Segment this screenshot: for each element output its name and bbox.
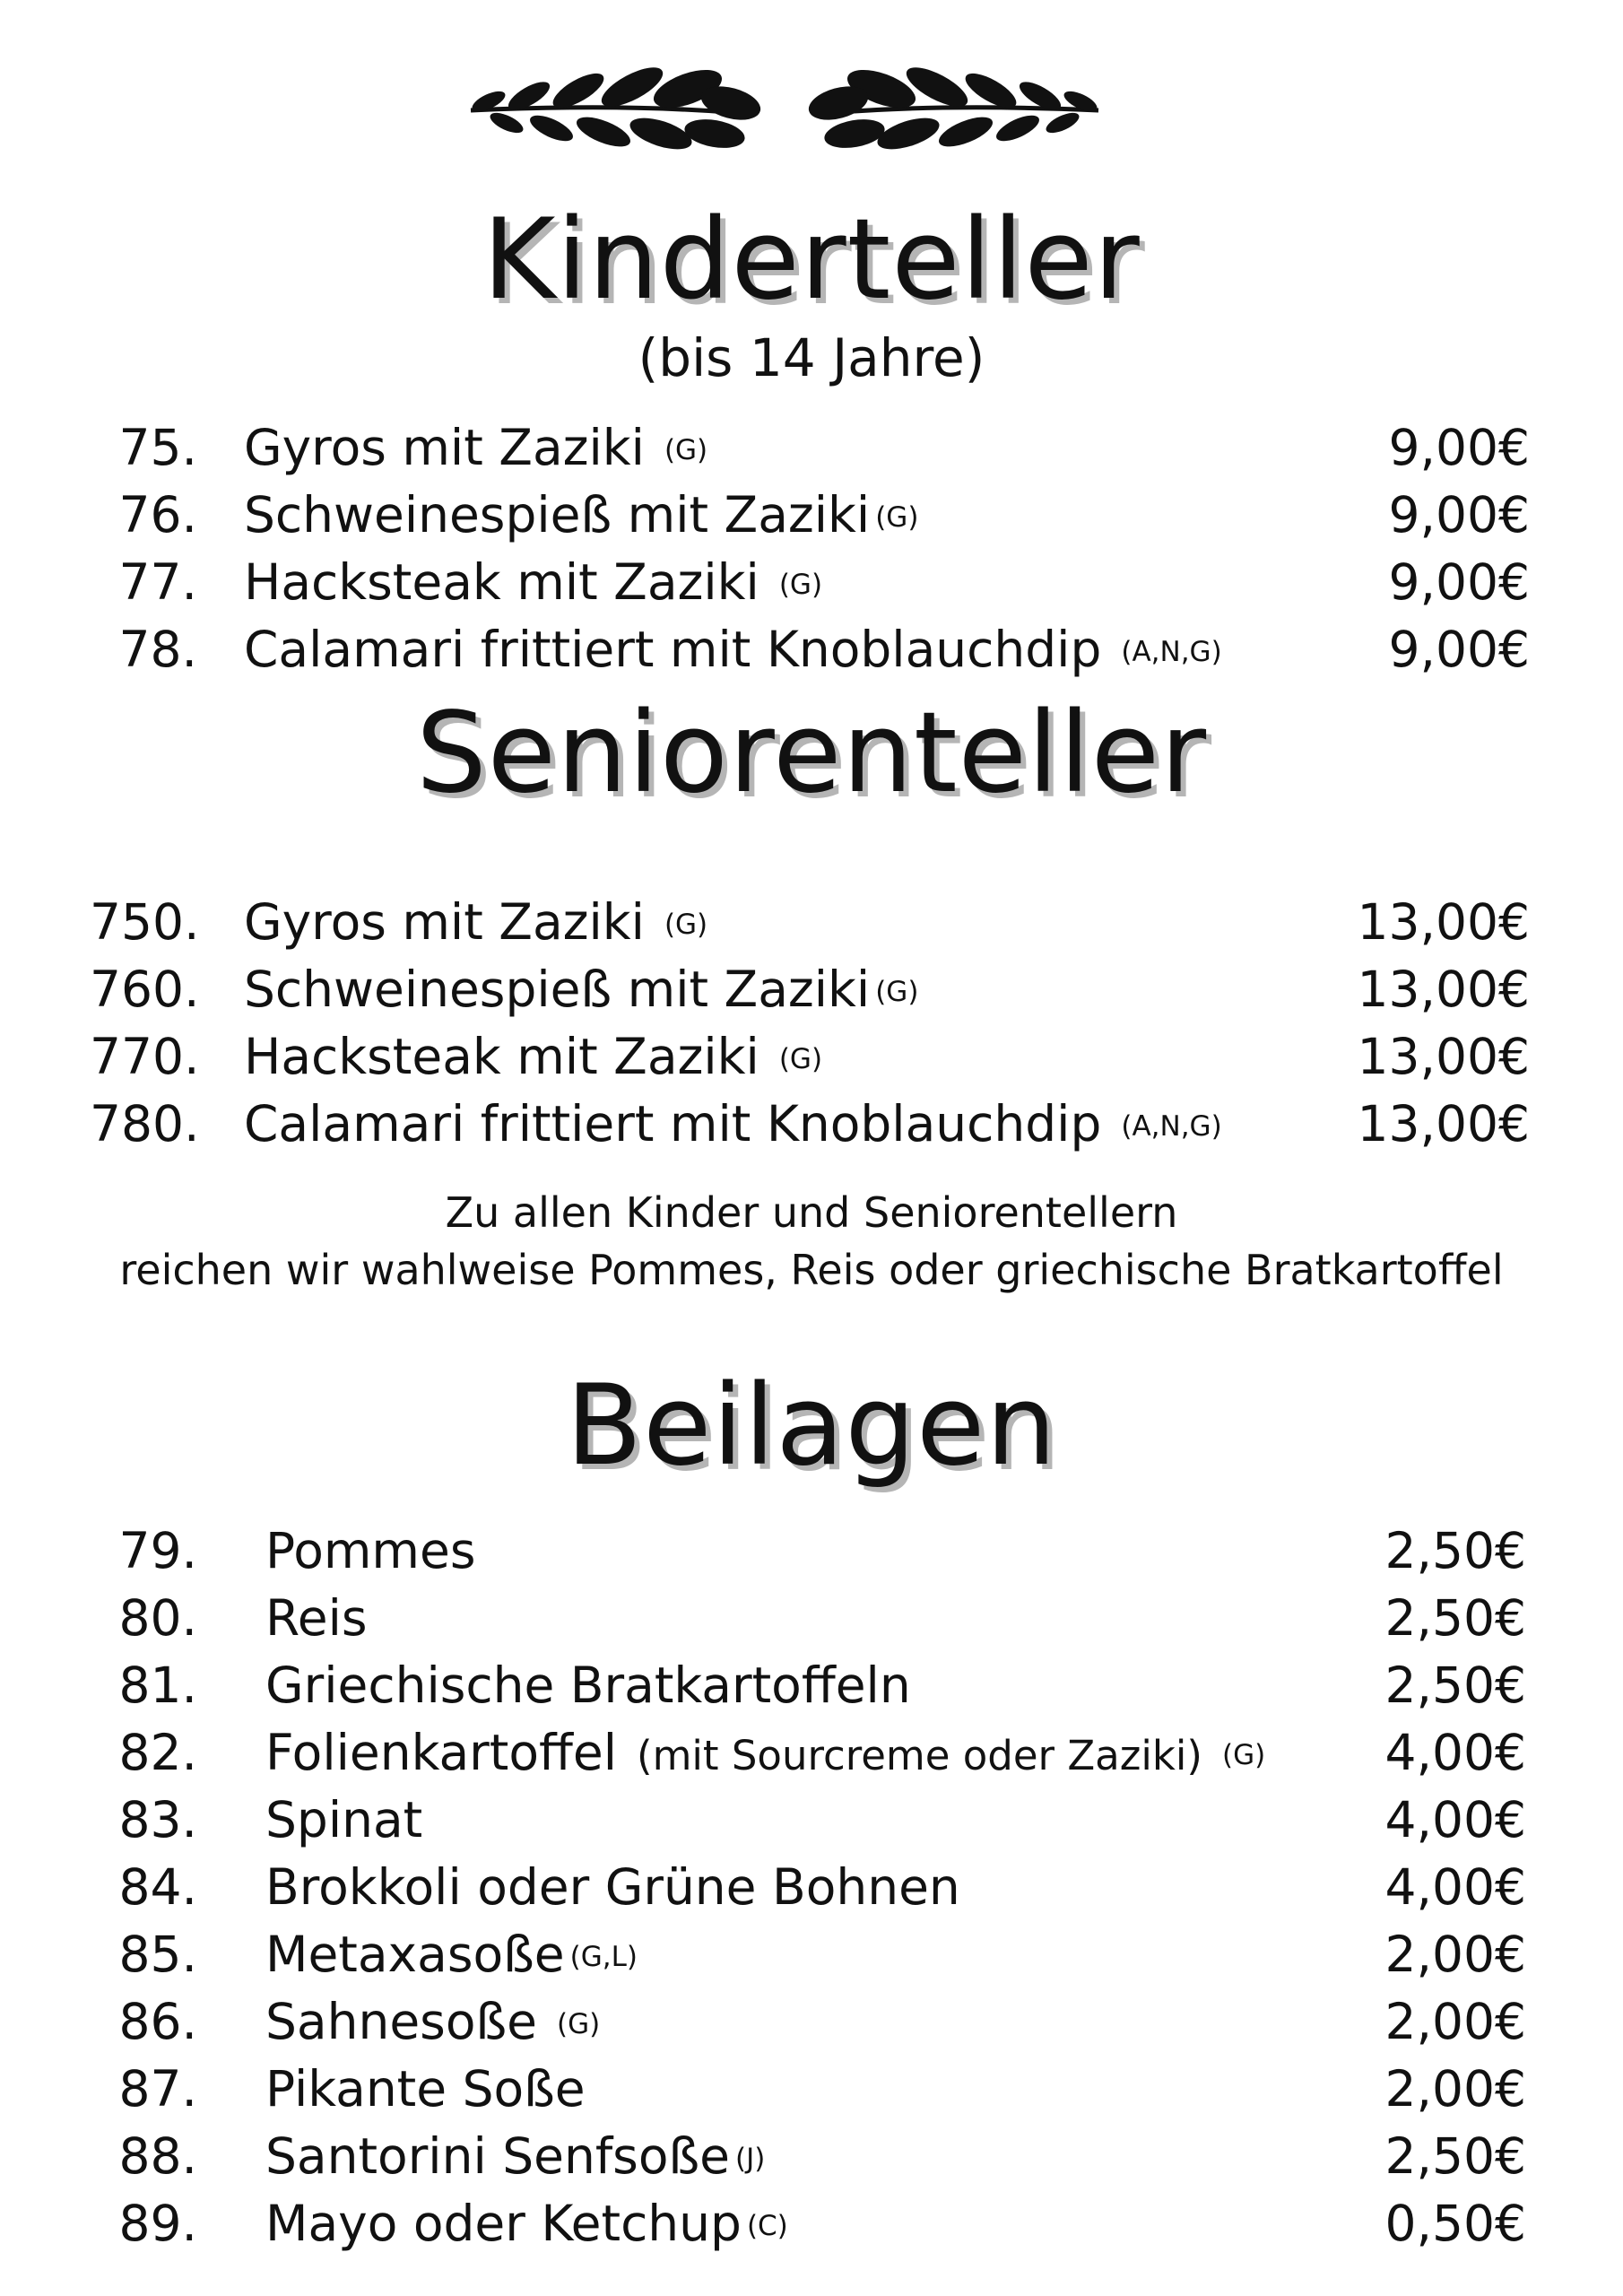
note-line-2: reichen wir wahlweise Pommes, Reis oder griechische Bratkartoffel (119, 1246, 1504, 1294)
item-name: Pikante Soße (265, 2060, 586, 2118)
item-allergens: (G) (1221, 1739, 1266, 1771)
laurel-branches-icon (453, 67, 1116, 166)
item-name: Gyros mit Zaziki (244, 893, 645, 951)
section-title-beilagen: Beilagen (566, 1361, 1057, 1491)
section-title-seniorenteller: Seniorenteller (415, 689, 1208, 818)
menu-item (0, 1587, 1623, 1649)
item-price: 9,00€ (1388, 486, 1530, 544)
item-number: 770. (90, 1028, 200, 1085)
item-allergens: (G,L) (569, 1941, 638, 1973)
item-name-wrap (244, 958, 918, 1023)
item-name-wrap (244, 618, 1222, 683)
item-name: Sahnesoße (265, 1993, 537, 2050)
item-name-wrap (265, 1923, 638, 1988)
menu-item (0, 2125, 1623, 2187)
section-title-kinderteller: Kinderteller (482, 196, 1141, 325)
item-name-wrap (265, 2192, 788, 2257)
item-number: 87. (118, 2060, 197, 2118)
menu-item (0, 416, 1623, 479)
section-subtitle-age-limit: (bis 14 Jahre) (638, 327, 985, 388)
item-number: 75. (118, 419, 197, 476)
item-name-wrap (244, 1092, 1222, 1158)
item-price: 9,00€ (1388, 621, 1530, 678)
item-number: 86. (118, 1993, 197, 2050)
menu-item (0, 958, 1623, 1021)
item-price: 13,00€ (1357, 893, 1530, 951)
item-allergens: (G) (778, 569, 823, 601)
item-price: 9,00€ (1388, 419, 1530, 476)
item-price: 13,00€ (1357, 961, 1530, 1018)
menu-item (0, 891, 1623, 953)
menu-item (0, 1519, 1623, 1582)
item-number: 80. (118, 1589, 197, 1647)
item-name: Schweinespieß mit Zaziki (244, 961, 871, 1018)
item-name-wrap (244, 416, 707, 482)
menu-item (0, 1654, 1623, 1717)
item-name: Schweinespieß mit Zaziki (244, 486, 871, 544)
item-name-wrap (265, 2125, 765, 2190)
item-price: 4,00€ (1384, 1791, 1526, 1848)
item-name: Spinat (265, 1791, 423, 1848)
note-line-1: Zu allen Kinder und Seniorentellern (445, 1188, 1178, 1237)
item-name-wrap (244, 891, 707, 956)
item-price: 9,00€ (1388, 553, 1530, 611)
item-name-wrap (244, 483, 918, 549)
item-number: 85. (118, 1926, 197, 1983)
item-price: 2,50€ (1384, 1522, 1526, 1579)
item-number: 79. (118, 1522, 197, 1579)
item-price: 0,50€ (1384, 2195, 1526, 2252)
item-allergens: (G) (778, 1043, 823, 1075)
item-name: Hacksteak mit Zaziki (244, 1028, 759, 1085)
item-price: 2,00€ (1384, 1993, 1526, 2050)
item-name-wrap (265, 1990, 600, 2056)
menu-item (0, 483, 1623, 546)
menu-item (0, 1092, 1623, 1155)
item-name-wrap (244, 551, 822, 616)
item-number: 83. (118, 1791, 197, 1848)
menu-item (0, 1721, 1623, 1784)
item-price: 2,00€ (1384, 1926, 1526, 1983)
item-number: 78. (118, 621, 197, 678)
item-name: Calamari frittiert mit Knoblauchdip (244, 621, 1102, 678)
item-allergens: (J) (734, 2143, 766, 2175)
item-allergens: (G) (664, 434, 708, 466)
item-number: 88. (118, 2127, 197, 2185)
item-name-wrap (244, 1025, 822, 1091)
item-allergens: (G) (664, 909, 708, 941)
item-number: 84. (118, 1858, 197, 1916)
item-price: 13,00€ (1357, 1095, 1530, 1152)
item-price: 2,50€ (1384, 2127, 1526, 2185)
item-allergens: (C) (746, 2210, 788, 2242)
item-allergens: (G) (875, 501, 919, 534)
item-allergens: (A,N,G) (1121, 636, 1222, 668)
item-price: 4,00€ (1384, 1858, 1526, 1916)
item-name-wrap (265, 1721, 1265, 1787)
item-name: Calamari frittiert mit Knoblauchdip (244, 1095, 1102, 1152)
menu-item (0, 1990, 1623, 2053)
item-price: 2,50€ (1384, 1657, 1526, 1714)
item-number: 89. (118, 2195, 197, 2252)
menu-item (0, 2057, 1623, 2120)
menu-item (0, 1856, 1623, 1918)
item-name: Hacksteak mit Zaziki (244, 553, 759, 611)
menu-item (0, 1025, 1623, 1088)
item-allergens: (G) (875, 976, 919, 1008)
item-price: 13,00€ (1357, 1028, 1530, 1085)
item-name: Gyros mit Zaziki (244, 419, 645, 476)
menu-item (0, 1923, 1623, 1986)
item-name: Brokkoli oder Grüne Bohnen (265, 1858, 960, 1916)
item-price: 4,00€ (1384, 1724, 1526, 1781)
item-number: 750. (90, 893, 200, 951)
item-name: Mayo oder Ketchup (265, 2195, 742, 2252)
menu-item (0, 2192, 1623, 2255)
item-name: Metaxasoße (265, 1926, 565, 1983)
menu-item (0, 618, 1623, 681)
item-name: Folienkartoffel (265, 1724, 618, 1781)
item-number: 780. (90, 1095, 200, 1152)
item-name: Griechische Bratkartoffeln (265, 1657, 911, 1714)
item-price: 2,00€ (1384, 2060, 1526, 2118)
side-dish-note (0, 1184, 1623, 1299)
menu-item (0, 551, 1623, 613)
item-number: 76. (118, 486, 197, 544)
item-price: 2,50€ (1384, 1589, 1526, 1647)
item-number: 82. (118, 1724, 197, 1781)
item-number: 77. (118, 553, 197, 611)
item-name: Pommes (265, 1522, 476, 1579)
item-name: Santorini Senfsoße (265, 2127, 730, 2185)
item-name: Reis (265, 1589, 368, 1647)
item-allergens: (A,N,G) (1121, 1110, 1222, 1143)
item-number: 81. (118, 1657, 197, 1714)
item-number: 760. (90, 961, 200, 1018)
item-allergens: (G) (556, 2008, 601, 2040)
item-detail: (mit Sourcreme oder Zaziki) (637, 1732, 1202, 1779)
menu-item (0, 1788, 1623, 1851)
